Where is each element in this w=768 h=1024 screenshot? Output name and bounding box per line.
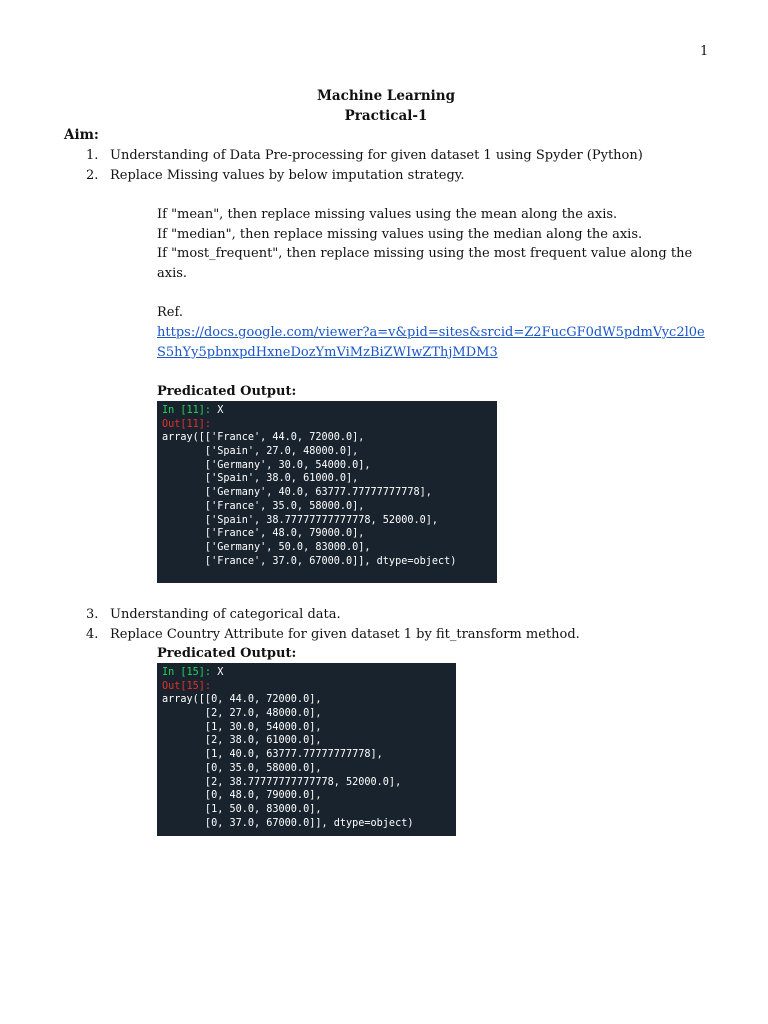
in-command: X [211, 405, 224, 416]
ref-link-line-2[interactable]: S5hYy5pbnxpdHxneDozYmViMzBiZWIwZThjMDM3 [157, 345, 498, 360]
list-item-text: Understanding of Data Pre-processing for given dataset 1 using Spyder (Python) [110, 148, 643, 163]
console-line: ['Germany', 50.0, 83000.0], [162, 541, 371, 553]
list-item [86, 607, 341, 622]
console-line: ['Germany', 40.0, 63777.77777777778], [162, 487, 432, 499]
list-item [86, 168, 465, 183]
console-line: [0, 35.0, 58000.0], [162, 762, 322, 774]
console-line: ['Germany', 30.0, 54000.0], [162, 459, 371, 471]
out-prompt: Out[11]: [162, 418, 212, 430]
console-line: ['France', 37.0, 67000.0]], dtype=object) [162, 555, 457, 567]
output-label-2: Predicated Output: [157, 646, 297, 661]
in-prompt: In [11]: [162, 405, 212, 416]
console-line: array([[0, 44.0, 72000.0], [162, 694, 322, 706]
list-item-number: 4. [86, 627, 99, 642]
list-item-text: Replace Country Attribute for given dataset 1 by fit_transform method. [110, 627, 580, 642]
in-prompt: In [15]: [162, 667, 212, 678]
console-line: [2, 38.0, 61000.0], [162, 735, 322, 747]
strategy-line: axis. [157, 266, 188, 281]
list-item [86, 148, 643, 163]
output-label-1: Predicated Output: [157, 384, 297, 399]
console-line: ['Spain', 27.0, 48000.0], [162, 446, 359, 458]
in-command: X [211, 667, 224, 678]
ref-link-line-1[interactable]: https://docs.google.com/viewer?a=v&pid=sites&srcid=Z2FucGF0dW5pdmVyc2l0e [157, 325, 705, 340]
console-line: [0, 48.0, 79000.0], [162, 790, 322, 802]
strategy-line: If "median", then replace missing values using the median along the axis. [157, 227, 643, 242]
list-item-number: 3. [86, 607, 99, 622]
list-item-number: 1. [86, 148, 99, 163]
strategy-line: If "most_frequent", then replace missing using the most frequent value along the [157, 246, 693, 261]
console-output-1 [157, 401, 497, 583]
list-item-text: Understanding of categorical data. [110, 607, 341, 622]
out-prompt: Out[15]: [162, 680, 212, 692]
console-line: array([['France', 44.0, 72000.0], [162, 432, 365, 444]
console-line: [1, 40.0, 63777.77777777778], [162, 749, 383, 761]
console-line: [2, 38.77777777777778, 52000.0], [162, 776, 402, 788]
document-title: Machine Learning [316, 88, 456, 104]
ref-label: Ref. [157, 305, 183, 320]
page-number: 1 [700, 44, 709, 59]
list-item-number: 2. [86, 168, 99, 183]
console-line: ['Spain', 38.77777777777778, 52000.0], [162, 514, 439, 526]
console-line: [2, 27.0, 48000.0], [162, 708, 322, 720]
console-line: ['France', 48.0, 79000.0], [162, 528, 365, 540]
strategy-line: If "mean", then replace missing values using the mean along the axis. [157, 207, 618, 222]
console-line: [1, 50.0, 83000.0], [162, 803, 322, 815]
console-output-2 [157, 663, 456, 836]
console-line: [1, 30.0, 54000.0], [162, 721, 322, 733]
list-item-text: Replace Missing values by below imputation strategy. [110, 168, 465, 183]
console-line: [0, 37.0, 67000.0]], dtype=object) [162, 817, 414, 829]
aim-heading: Aim: [64, 127, 99, 143]
list-item [86, 627, 580, 642]
document-subtitle: Practical-1 [344, 108, 428, 124]
console-line: ['France', 35.0, 58000.0], [162, 500, 365, 512]
console-line: ['Spain', 38.0, 61000.0], [162, 473, 359, 485]
